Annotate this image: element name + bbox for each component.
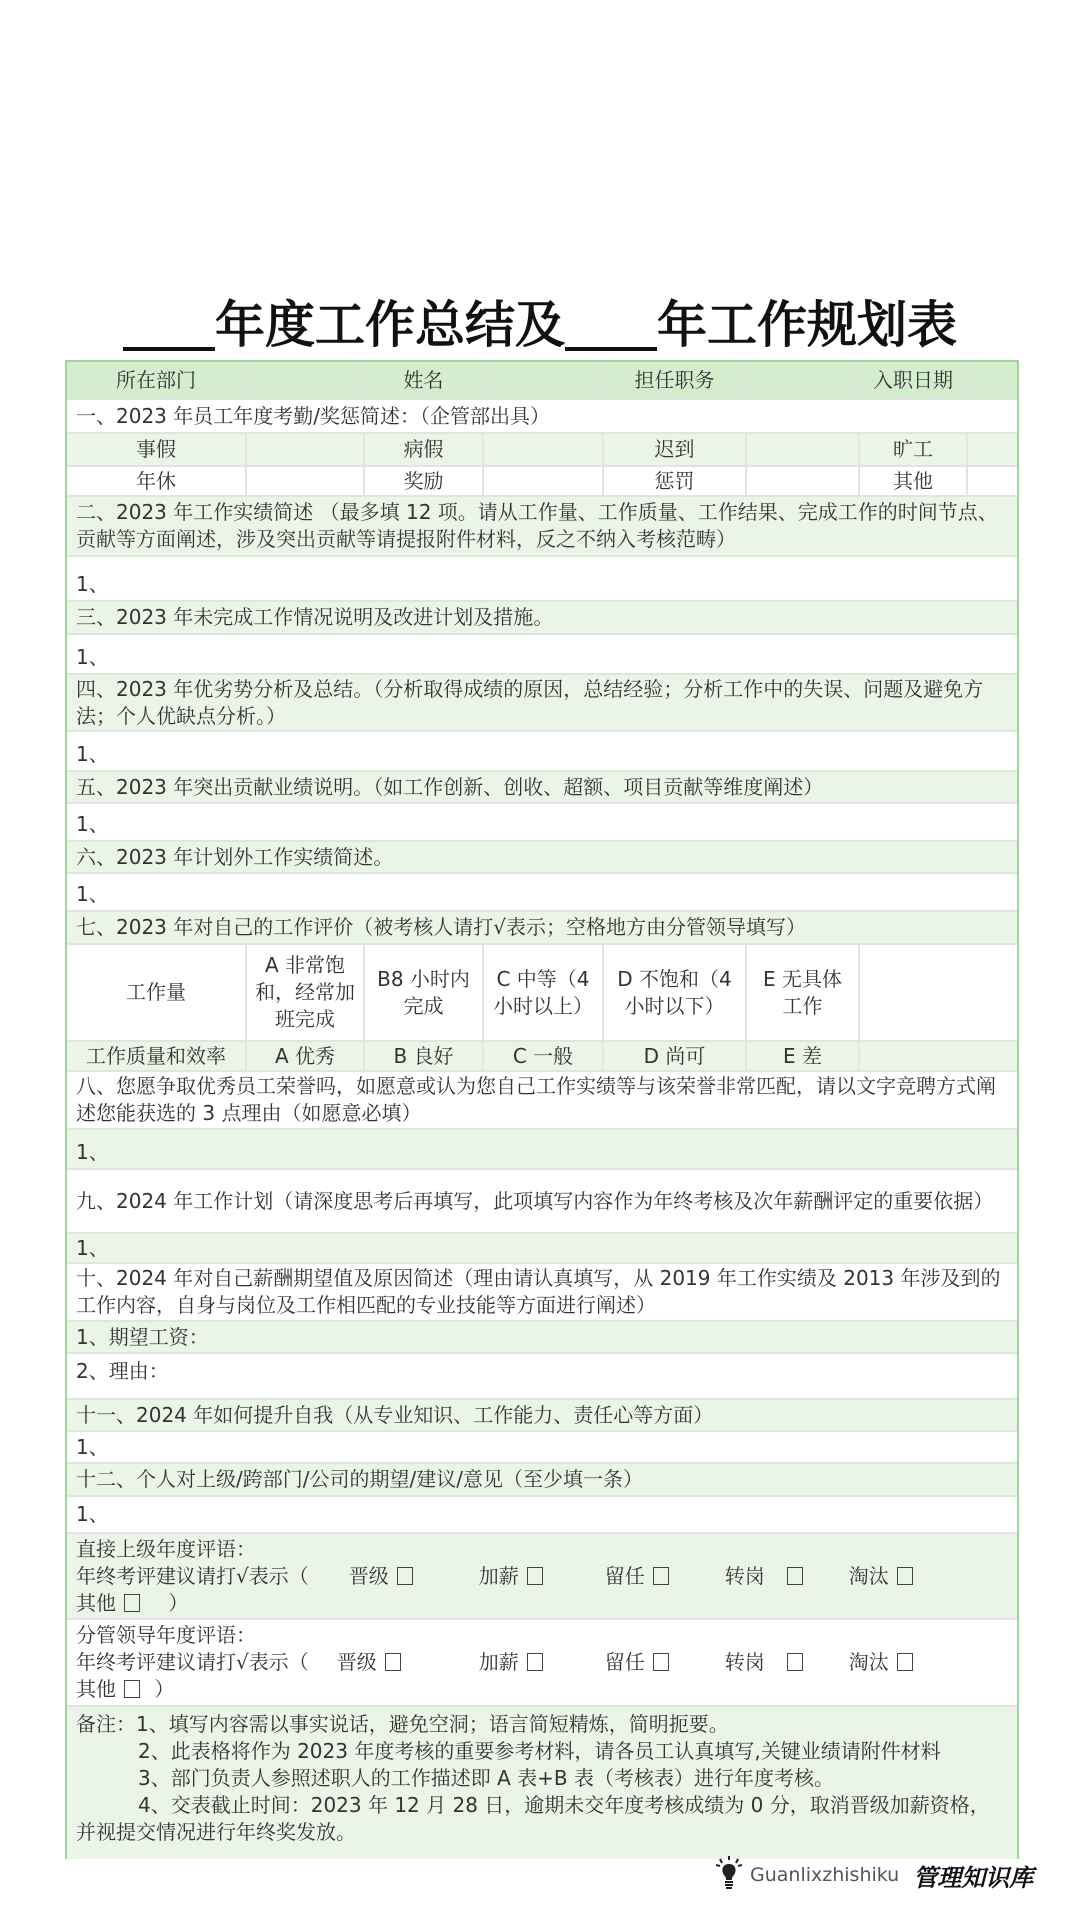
late-field[interactable] (747, 434, 860, 465)
leader-options-line (76, 1649, 1008, 1676)
section-2-heading (67, 497, 1017, 557)
workload-option-a[interactable]: A 非常饱和，经常加班完成 (247, 945, 365, 1040)
option-label: 加薪 (478, 1650, 519, 1674)
watermark (716, 1856, 1033, 1894)
quality-option-d[interactable]: D 尚可 (604, 1042, 747, 1070)
section-2-entry-row (67, 557, 1017, 602)
reward-label: 奖励 (365, 467, 484, 495)
leader-review-block (67, 1620, 1017, 1705)
option-label: 加薪 (478, 1564, 519, 1588)
note-line-1 (76, 1711, 1008, 1738)
penalty-field[interactable] (747, 467, 860, 495)
section-12-entry[interactable]: 1、 (76, 1502, 109, 1526)
quality-leader-field[interactable] (860, 1042, 1017, 1070)
close-paren: ） (168, 1591, 189, 1615)
department-label: 所在部门 (67, 362, 247, 398)
watermark-latin: Guanlixzhishiku (750, 1864, 900, 1886)
option-label: 晋级 (348, 1564, 389, 1588)
department-field[interactable] (247, 362, 365, 398)
name-label: 姓名 (365, 362, 484, 398)
workload-option-b[interactable]: B8 小时内完成 (365, 945, 484, 1040)
section-4-entry[interactable]: 1、 (76, 742, 109, 766)
notes-label: 备注： (76, 1712, 136, 1736)
section-3-heading (67, 602, 1017, 635)
annual-leave-label: 年休 (67, 467, 247, 495)
section-3-title: 三、2023 年未完成工作情况说明及改进计划及措施。 (76, 605, 554, 629)
leader-review-row (67, 1620, 1017, 1707)
leader-option-raise[interactable] (479, 1649, 543, 1676)
quality-row (67, 1042, 1017, 1072)
supervisor-review-title: 直接上级年度评语： (76, 1537, 256, 1561)
section-10-title: 十、2024 年对自己薪酬期望值及原因简述（理由请认真填写，从 2019 年工作实绩及 2013 年涉及到的工作内容，自身与岗位及工作相匹配的专业技能等方面进行阐述） (76, 1266, 1001, 1317)
leader-review-title: 分管领导年度评语： (76, 1623, 256, 1647)
workload-row (67, 945, 1017, 1042)
notes-row (67, 1707, 1017, 1859)
leader-option-transfer[interactable] (725, 1649, 803, 1676)
section-11-entry[interactable]: 1、 (76, 1434, 109, 1459)
option-label: 其他 (76, 1677, 116, 1701)
annual-leave-field[interactable] (247, 467, 365, 495)
expected-salary-field[interactable]: 1、期望工资： (76, 1324, 209, 1349)
checkbox-icon[interactable] (385, 1653, 401, 1671)
form-title (0, 285, 1080, 357)
checkbox-icon[interactable] (897, 1653, 913, 1671)
section-3-entry[interactable]: 1、 (76, 645, 109, 669)
close-paren: ） (154, 1677, 175, 1701)
checkbox-icon[interactable] (787, 1567, 803, 1585)
option-label: 留任 (604, 1564, 645, 1588)
note-line-5: 并视提交情况进行年终奖发放。 (76, 1820, 356, 1844)
section-5-entry[interactable]: 1、 (76, 812, 109, 836)
sick-leave-label: 病假 (365, 434, 484, 465)
checkbox-icon[interactable] (124, 1594, 140, 1612)
supervisor-review-row (67, 1534, 1017, 1620)
lightbulb-icon (716, 1856, 742, 1894)
section-4-title: 四、2023 年优劣势分析及总结。（分析取得成绩的原因，总结经验；分析工作中的失误、问题及避免方法；个人优缺点分析。） (76, 676, 984, 728)
section-3-entry-row (67, 635, 1017, 675)
section-8-heading (67, 1072, 1017, 1130)
checkbox-icon[interactable] (124, 1680, 140, 1698)
note-line-2: 2、此表格将作为 2023 年度考核的重要参考材料，请各员工认真填写,关键业绩请附件材料 (138, 1739, 941, 1763)
position-label: 担任职务 (604, 362, 747, 398)
section-6-entry-row (67, 874, 1017, 912)
penalty-label: 惩罚 (604, 467, 747, 495)
quality-label: 工作质量和效率 (67, 1042, 247, 1070)
position-field[interactable] (747, 362, 860, 398)
checkbox-icon[interactable] (527, 1567, 543, 1585)
section-5-title: 五、2023 年突出贡献业绩说明。（如工作创新、创收、超额、项目贡献等维度阐述） (76, 774, 824, 799)
checkbox-icon[interactable] (527, 1653, 543, 1671)
option-label: 淘汰 (848, 1564, 889, 1588)
year-blank-1[interactable] (123, 301, 215, 351)
option-label: 晋级 (336, 1650, 377, 1674)
section-4-entry-row (67, 732, 1017, 772)
section-8-entry[interactable]: 1、 (76, 1140, 109, 1164)
quality-option-a[interactable]: A 优秀 (247, 1042, 365, 1070)
workload-option-d[interactable]: D 不饱和（4 小时以下） (604, 945, 747, 1040)
form-table (65, 360, 1019, 1859)
supervisor-other-line (76, 1590, 1008, 1617)
workload-leader-field[interactable] (860, 945, 1017, 1040)
section-4-heading (67, 675, 1017, 732)
section-6-title: 六、2023 年计划外工作实绩简述。 (76, 844, 394, 869)
section-2-entry[interactable]: 1、 (76, 572, 109, 596)
section-8-title: 八、您愿争取优秀员工荣誉吗，如愿意或认为您自己工作实绩等与该荣誉非常匹配，请以文字竞聘方式阐述您能获选的 3 点理由（如愿意必填） (76, 1074, 996, 1125)
section-12-title: 十二、个人对上级/跨部门/公司的期望/建议/意见（至少填一条） (76, 1467, 643, 1491)
workload-option-c[interactable]: C 中等（4 小时以上） (484, 945, 604, 1040)
name-field[interactable] (484, 362, 604, 398)
section-9-entry-row (67, 1234, 1017, 1264)
option-label: 淘汰 (848, 1650, 889, 1674)
workload-option-e[interactable]: E 无具体工作 (747, 945, 860, 1040)
section-11-entry-row (67, 1432, 1017, 1464)
basic-info-row (67, 362, 1017, 400)
section-12-entry-row (67, 1497, 1017, 1534)
sick-leave-field[interactable] (484, 434, 604, 465)
section-7-heading (67, 912, 1017, 945)
supervisor-option-promote[interactable] (349, 1563, 413, 1590)
section-5-heading (67, 772, 1017, 804)
leader-option-dismiss[interactable] (849, 1649, 913, 1676)
note-text: 1、填写内容需以事实说话，避免空洞；语言简短精炼，简明扼要。 (136, 1712, 729, 1736)
supervisor-option-raise[interactable] (479, 1563, 543, 1590)
notes-block (67, 1707, 1017, 1859)
salary-reason-row (67, 1354, 1017, 1400)
checkbox-icon[interactable] (787, 1653, 803, 1671)
year-blank-2[interactable] (565, 301, 657, 351)
hire-date-field[interactable] (968, 362, 1017, 398)
option-label: 留任 (604, 1650, 645, 1674)
section-1-heading (67, 400, 1017, 434)
leader-option-retain[interactable] (605, 1649, 669, 1676)
attendance-row-2 (67, 467, 1017, 497)
attendance-row-1 (67, 434, 1017, 467)
section-10-heading (67, 1264, 1017, 1322)
workload-label: 工作量 (67, 945, 247, 1040)
supervisor-option-dismiss[interactable] (849, 1563, 913, 1590)
quality-option-b[interactable]: B 良好 (365, 1042, 484, 1070)
watermark-cjk: 管理知识库 (913, 1862, 1034, 1892)
section-1-title: 一、2023 年员工年度考勤/奖惩简述：（企管部出具） (76, 403, 550, 428)
section-12-heading (67, 1464, 1017, 1497)
section-11-title: 十一、2024 年如何提升自我（从专业知识、工作能力、责任心等方面） (76, 1402, 714, 1427)
leader-other-line (76, 1676, 1008, 1703)
supervisor-option-transfer[interactable] (725, 1563, 803, 1590)
quality-option-c[interactable]: C 一般 (484, 1042, 604, 1070)
supervisor-option-retain[interactable] (605, 1563, 669, 1590)
absence-label: 旷工 (860, 434, 968, 465)
supervisor-options-line (76, 1563, 1008, 1590)
supervisor-review-block (67, 1534, 1017, 1618)
option-label: 转岗 (724, 1650, 765, 1674)
section-6-entry[interactable]: 1、 (76, 882, 109, 906)
section-9-entry[interactable]: 1、 (76, 1235, 109, 1260)
section-6-heading (67, 842, 1017, 874)
reward-field[interactable] (484, 467, 604, 495)
absence-field[interactable] (968, 434, 1017, 465)
hire-date-label: 入职日期 (860, 362, 968, 398)
other-label: 其他 (860, 467, 968, 495)
note-line-3: 3、部门负责人参照述职人的工作描述即 A 表+B 表（考核表）进行年度考核。 (138, 1766, 834, 1790)
title-part-1: 年度工作总结及 (215, 296, 565, 354)
option-label: 转岗 (724, 1564, 765, 1588)
section-9-heading (67, 1170, 1017, 1234)
salary-reason-field[interactable]: 2、理由： (76, 1359, 169, 1383)
late-label: 迟到 (604, 434, 747, 465)
checkbox-icon[interactable] (897, 1567, 913, 1585)
expected-salary-row (67, 1322, 1017, 1354)
checkbox-icon[interactable] (653, 1653, 669, 1671)
section-11-heading (67, 1400, 1017, 1432)
title-part-2: 年工作规划表 (657, 296, 957, 354)
supervisor-prompt: 年终考评建议请打√表示（ (76, 1564, 309, 1588)
note-line-4: 4、交表截止时间：2023 年 12 月 28 日，逾期未交年度考核成绩为 0 分，取消晋级加薪资格， (138, 1793, 990, 1817)
supervisor-option-other[interactable] (76, 1590, 140, 1617)
section-8-entry-row (67, 1130, 1017, 1170)
personal-leave-field[interactable] (247, 434, 365, 465)
section-5-entry-row (67, 804, 1017, 842)
section-7-title: 七、2023 年对自己的工作评价（被考核人请打√表示；空格地方由分管领导填写） (76, 915, 806, 939)
quality-option-e[interactable]: E 差 (747, 1042, 860, 1070)
personal-leave-label: 事假 (67, 434, 247, 465)
section-9-title: 九、2024 年工作计划（请深度思考后再填写，此项填写内容作为年终考核及次年薪酬评定的重要依据） (76, 1188, 994, 1213)
leader-option-other[interactable] (76, 1676, 140, 1703)
checkbox-icon[interactable] (397, 1567, 413, 1585)
section-2-title: 二、2023 年工作实绩简述 （最多填 12 项。请从工作量、工作质量、工作结果、完成工作的时间节点、贡献等方面阐述，涉及突出贡献等请提报附件材料，反之不纳入考核范畴） (76, 500, 998, 551)
leader-prompt: 年终考评建议请打√表示（ (76, 1650, 309, 1674)
other-field[interactable] (968, 467, 1017, 495)
leader-option-promote[interactable] (337, 1649, 401, 1676)
checkbox-icon[interactable] (653, 1567, 669, 1585)
option-label: 其他 (76, 1591, 116, 1615)
